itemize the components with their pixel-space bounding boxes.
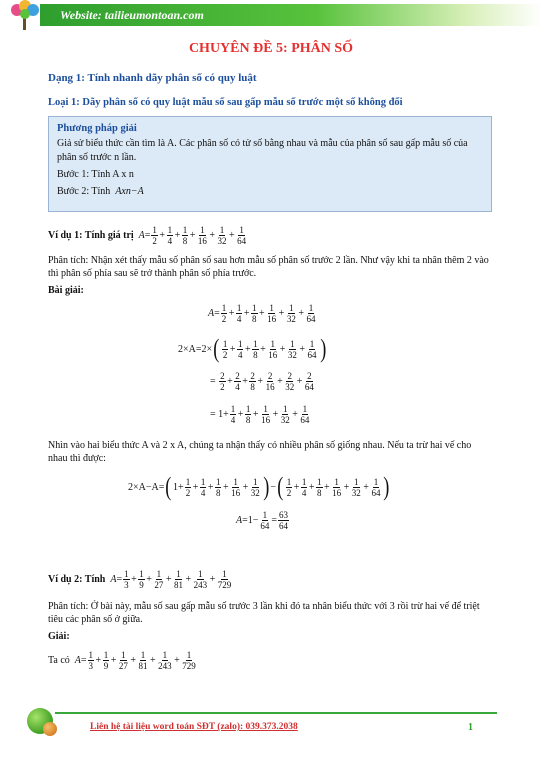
denominator: 4 — [200, 487, 206, 498]
math-op: = — [242, 515, 248, 526]
denominator: 2 — [220, 382, 225, 392]
math-expr: 2×A−A — [128, 481, 159, 493]
example-1-solution-label: Bài giải: — [48, 285, 84, 296]
math-op: + — [174, 655, 180, 666]
example-2-solution-label: Giải: — [48, 631, 70, 642]
numerator: 1 — [286, 476, 292, 487]
numerator: 1 — [200, 225, 205, 235]
denominator: 3 — [124, 580, 129, 590]
fraction — [123, 569, 130, 590]
numerator: 1 — [162, 650, 168, 660]
math-op: + — [292, 409, 298, 420]
math-expr: 2×A — [178, 343, 196, 355]
denominator: 32 — [217, 236, 227, 246]
example-2-label: Ví dụ 2: Tính — [48, 574, 106, 585]
fraction-series — [122, 569, 233, 590]
math-op: + — [228, 230, 235, 241]
denominator: 2 — [222, 349, 228, 360]
denominator: 4 — [237, 349, 243, 360]
fraction-series — [220, 303, 318, 324]
numerator: 2 — [267, 371, 273, 381]
fraction — [215, 477, 222, 498]
denominator: 16 — [261, 415, 271, 425]
fraction — [173, 569, 184, 590]
numerator: 1 — [301, 476, 307, 487]
math-op: + — [259, 308, 265, 319]
denominator: 64 — [279, 521, 289, 531]
numerator: 2 — [287, 371, 292, 381]
fraction — [216, 225, 227, 246]
numerator: 2 — [220, 371, 225, 381]
equation-2A-expanded — [210, 371, 316, 392]
numerator: 1 — [182, 225, 188, 235]
fraction — [331, 477, 342, 498]
math-op: + — [343, 481, 350, 493]
numerator: 1 — [88, 650, 94, 660]
equation-2A: 2×A = 2 × ( $\frac{1}{2}$ + $\frac{1}{4}$ + $\frac{1}{8}$ + $\frac{1}{16}$ + $\frac{1}{32}$ + $\frac{1}{64}$ ) — [178, 334, 326, 363]
math-op: + — [189, 230, 196, 241]
math-op: + — [227, 376, 233, 387]
denominator: 2 — [185, 487, 191, 498]
math-op: + — [296, 376, 303, 387]
math-op: + — [222, 481, 229, 493]
denominator: 4 — [236, 314, 242, 324]
math-op: + — [252, 409, 259, 420]
denominator: 81 — [138, 661, 148, 671]
denominator: 243 — [193, 580, 208, 590]
page-number: 1 — [468, 722, 473, 733]
numerator: 1 — [354, 476, 359, 487]
section-heading: Dạng 1: Tính nhanh dãy phân số có quy luật — [48, 72, 257, 84]
math-var: A — [208, 308, 215, 319]
fraction — [287, 339, 298, 360]
math-op: + — [185, 574, 192, 585]
denominator: 64 — [307, 349, 317, 360]
fraction-series — [218, 371, 316, 392]
numerator: 1 — [317, 476, 322, 487]
math-op: + — [223, 409, 229, 420]
math-op: = — [271, 515, 278, 526]
denominator: 8 — [245, 415, 251, 425]
fraction — [304, 371, 315, 392]
example-2-statement — [48, 569, 233, 590]
numerator: 1 — [252, 303, 257, 313]
method-box — [48, 116, 492, 212]
denominator: 64 — [300, 415, 310, 425]
denominator: 8 — [182, 236, 188, 246]
denominator: 32 — [286, 314, 296, 324]
fraction — [251, 303, 258, 324]
fraction — [138, 569, 145, 590]
paren-open: ( — [165, 472, 172, 501]
example-1-analysis: Phân tích: Nhận xét thấy mẫu số phân số sau hơn mẫu số phân số trước 2 lần. Như vậy khi ta nhân thêm 2 vào thì phân số phía sau sẽ trở thành phân số phía trước. — [48, 255, 489, 279]
numerator: 1 — [263, 404, 268, 414]
fraction — [230, 477, 241, 498]
fraction — [193, 569, 209, 590]
numerator: 1 — [236, 303, 242, 313]
fraction-series — [150, 225, 248, 246]
fraction — [266, 303, 277, 324]
fraction — [267, 339, 278, 360]
numerator: 1 — [262, 510, 268, 520]
fraction — [234, 371, 241, 392]
fraction — [151, 225, 158, 246]
fraction — [299, 404, 310, 425]
method-heading: Phương pháp giải — [57, 123, 137, 134]
numerator: 1 — [270, 338, 275, 349]
denominator: 16 — [332, 487, 342, 498]
numerator: 63 — [279, 510, 289, 520]
equation-A — [208, 303, 317, 324]
math-op: + — [243, 308, 250, 319]
denominator: 32 — [250, 487, 260, 498]
website-label[interactable]: Website: tailieumontoan.com — [60, 8, 204, 22]
denominator: 9 — [103, 661, 109, 671]
example-2-equation — [48, 650, 198, 671]
math-op: + — [165, 574, 172, 585]
fraction — [88, 650, 95, 671]
math-op: + — [110, 655, 117, 666]
math-op: − — [252, 515, 259, 526]
fraction — [278, 510, 289, 531]
denominator: 729 — [217, 580, 232, 590]
paren-close: ) — [319, 334, 326, 363]
math-op: + — [209, 230, 215, 241]
math-op: + — [209, 574, 216, 585]
math-op: + — [244, 343, 251, 355]
numerator: 1 — [237, 338, 243, 349]
denominator: 32 — [280, 415, 290, 425]
fraction — [250, 477, 261, 498]
denominator: 8 — [252, 314, 257, 324]
denominator: 4 — [301, 487, 307, 498]
fraction — [351, 477, 362, 498]
numerator: 1 — [289, 303, 294, 313]
page-title: CHUYÊN ĐỀ 5: PHÂN SỐ — [188, 41, 354, 56]
method-step-1: Bước 1: Tính A x n — [57, 169, 134, 180]
paren-open: ( — [213, 334, 220, 363]
numerator: 1 — [233, 476, 238, 487]
math-op: + — [207, 481, 214, 493]
math-var: A — [74, 655, 81, 666]
math-op: + — [272, 409, 279, 420]
method-step-2-expr: Axn−A — [115, 186, 144, 197]
numerator: 1 — [167, 225, 173, 235]
equation-difference — [128, 474, 391, 500]
denominator: 2 — [286, 487, 292, 498]
math-var: A — [138, 230, 145, 241]
fraction-series — [87, 650, 198, 671]
fraction — [284, 371, 295, 392]
numerator: 1 — [302, 404, 308, 414]
math-op: + — [293, 481, 300, 493]
math-op: + — [237, 409, 244, 420]
example-1-label: Ví dụ 1: Tính giá trị — [48, 230, 134, 241]
fraction — [237, 339, 244, 360]
math-op: + — [257, 376, 264, 387]
denominator: 8 — [250, 382, 255, 392]
numerator: 1 — [309, 338, 315, 349]
denominator: 64 — [304, 382, 314, 392]
math-op: + — [279, 343, 286, 355]
denominator: 64 — [306, 314, 316, 324]
math-op: + — [149, 655, 156, 666]
fraction — [230, 404, 237, 425]
equation-result — [236, 510, 290, 531]
numerator: 1 — [140, 650, 146, 660]
fraction — [167, 225, 174, 246]
fraction-series — [285, 477, 383, 498]
comparison-text: Nhìn vào hai biểu thức A và 2 x A, chúng ta nhận thấy có nhiều phân số giống nhau. Nếu ta trừ hai vế cho nhau thì được: — [48, 440, 472, 464]
method-step-2 — [57, 185, 483, 199]
numerator: 1 — [253, 338, 258, 349]
fraction — [236, 225, 247, 246]
paren-close: ) — [383, 472, 390, 501]
denominator: 3 — [88, 661, 94, 671]
math-op: + — [131, 574, 137, 585]
math-op: + — [174, 230, 181, 241]
numerator: 1 — [253, 476, 258, 487]
numerator: 1 — [186, 650, 192, 660]
numerator: 1 — [156, 569, 162, 579]
fraction — [305, 303, 316, 324]
fraction — [137, 650, 148, 671]
example-1-statement — [48, 225, 248, 246]
denominator: 4 — [167, 236, 173, 246]
math-op: + — [308, 481, 315, 493]
denominator: 729 — [182, 661, 196, 671]
fraction — [370, 477, 381, 498]
math-var: A — [110, 574, 117, 585]
math-op: = — [210, 409, 216, 420]
fraction-series — [221, 339, 319, 360]
denominator: 2 — [152, 236, 157, 246]
fraction — [118, 650, 129, 671]
math-op: = — [116, 574, 123, 585]
fraction — [219, 371, 226, 392]
denominator: 2 — [221, 314, 227, 324]
fraction — [265, 371, 276, 392]
numerator: 1 — [176, 569, 181, 579]
numerator: 1 — [103, 650, 109, 660]
numerator: 1 — [200, 476, 206, 487]
footer-ball-small-icon — [43, 722, 57, 736]
math-num: 1 — [173, 481, 179, 493]
paren-close: ) — [263, 472, 270, 501]
math-op: + — [298, 308, 304, 319]
denominator: 4 — [230, 415, 236, 425]
math-op: + — [324, 481, 330, 493]
math-op: + — [242, 376, 248, 387]
denominator: 8 — [317, 487, 322, 498]
numerator: 1 — [152, 225, 157, 235]
fraction — [103, 650, 110, 671]
math-op: + — [178, 481, 184, 493]
numerator: 1 — [308, 303, 314, 313]
fraction — [181, 650, 197, 671]
fraction — [316, 477, 323, 498]
fraction — [236, 303, 243, 324]
numerator: 1 — [139, 569, 144, 579]
denominator: 64 — [260, 521, 270, 531]
denominator: 8 — [253, 349, 258, 360]
fraction — [197, 225, 208, 246]
denominator: 243 — [158, 661, 172, 671]
fraction — [221, 303, 228, 324]
math-op: + — [277, 376, 283, 387]
numerator: 1 — [222, 569, 227, 579]
fraction — [307, 339, 318, 360]
numerator: 1 — [269, 303, 274, 313]
denominator: 4 — [235, 382, 240, 392]
numerator: 1 — [215, 476, 221, 487]
math-op: = — [195, 343, 202, 355]
fraction — [286, 303, 297, 324]
fraction — [301, 477, 308, 498]
math-op: + — [228, 308, 235, 319]
math-op: + — [192, 481, 199, 493]
math-op: + — [299, 343, 306, 355]
numerator: 1 — [124, 569, 129, 579]
numerator: 1 — [334, 476, 339, 487]
denominator: 8 — [215, 487, 221, 498]
math-num: 1 — [247, 515, 253, 526]
numerator: 1 — [222, 338, 228, 349]
math-op: = — [210, 376, 216, 387]
example-2-analysis: Phân tích: Ở bài này, mẫu số sau gấp mẫu số trước 3 lần khi đó ta nhân biểu thức với 3 rồi trừ hai vế để triệt tiêu các phân số ở giữa. — [48, 601, 480, 625]
denominator: 64 — [371, 487, 381, 498]
fraction-series — [184, 477, 262, 498]
taco-label: Ta có — [48, 655, 70, 666]
denominator: 32 — [351, 487, 361, 498]
math-op: + — [130, 655, 136, 666]
numerator: 1 — [198, 569, 203, 579]
math-op: = — [144, 230, 151, 241]
denominator: 16 — [268, 349, 278, 360]
denominator: 32 — [287, 349, 297, 360]
numerator: 1 — [245, 404, 251, 414]
denominator: 81 — [174, 580, 184, 590]
fraction — [200, 477, 207, 498]
math-num: 2 — [201, 343, 207, 355]
numerator: 1 — [282, 404, 288, 414]
denominator: 27 — [154, 580, 164, 590]
numerator: 1 — [121, 650, 126, 660]
denominator: 16 — [265, 382, 275, 392]
math-op: + — [95, 655, 102, 666]
math-op: = — [80, 655, 87, 666]
math-op: − — [270, 481, 277, 493]
footer-contact-link[interactable]: Liên hệ tài liệu word toán SĐT (zalo): 039.373.2038 — [90, 722, 298, 732]
denominator: 9 — [139, 580, 144, 590]
fraction — [245, 404, 252, 425]
numerator: 2 — [235, 371, 240, 381]
fraction — [222, 339, 229, 360]
denominator: 16 — [197, 236, 207, 246]
fraction — [259, 510, 270, 531]
equation-2A-simplified — [210, 404, 311, 425]
math-var: A — [236, 515, 243, 526]
header-bar — [0, 0, 542, 30]
math-num: 1 — [218, 409, 224, 420]
math-op: + — [363, 481, 369, 493]
math-op: + — [260, 343, 266, 355]
fraction — [280, 404, 291, 425]
numerator: 1 — [221, 303, 227, 313]
denominator: 16 — [231, 487, 241, 498]
fraction — [260, 404, 271, 425]
numerator: 1 — [373, 476, 379, 487]
math-op: + — [242, 481, 249, 493]
math-op: = — [158, 481, 165, 493]
method-step-2-label: Bước 2: Tính — [57, 186, 111, 197]
math-op: = — [214, 308, 220, 319]
math-op: + — [146, 574, 152, 585]
numerator: 2 — [250, 371, 255, 381]
method-description: Giả sử biểu thức cần tìm là A. Các phân số có tử số bằng nhau và mẫu của phân số sau gấp mẫu số của phân số trước n lần. — [57, 138, 468, 163]
tree-logo-icon — [5, 0, 45, 32]
fraction — [153, 569, 164, 590]
fraction — [185, 477, 192, 498]
footer-line — [55, 712, 497, 714]
fraction — [249, 371, 256, 392]
denominator: 27 — [118, 661, 128, 671]
denominator: 64 — [237, 236, 247, 246]
numerator: 1 — [185, 476, 191, 487]
math-op: + — [278, 308, 285, 319]
fraction — [286, 477, 293, 498]
fraction — [182, 225, 189, 246]
denominator: 32 — [285, 382, 295, 392]
numerator: 2 — [307, 371, 312, 381]
fraction-series — [229, 404, 312, 425]
fraction — [217, 569, 233, 590]
fraction — [252, 339, 259, 360]
math-op: + — [229, 343, 236, 355]
fraction — [157, 650, 173, 671]
numerator: 1 — [219, 225, 225, 235]
numerator: 1 — [290, 338, 295, 349]
numerator: 1 — [230, 404, 236, 414]
numerator: 1 — [239, 225, 244, 235]
subsection-heading: Loại 1: Dãy phân số có quy luật mẫu số sau gấp mẫu số trước một số không đổi — [48, 97, 403, 108]
math-op: + — [159, 230, 166, 241]
paren-open: ( — [277, 472, 284, 501]
denominator: 16 — [267, 314, 277, 324]
